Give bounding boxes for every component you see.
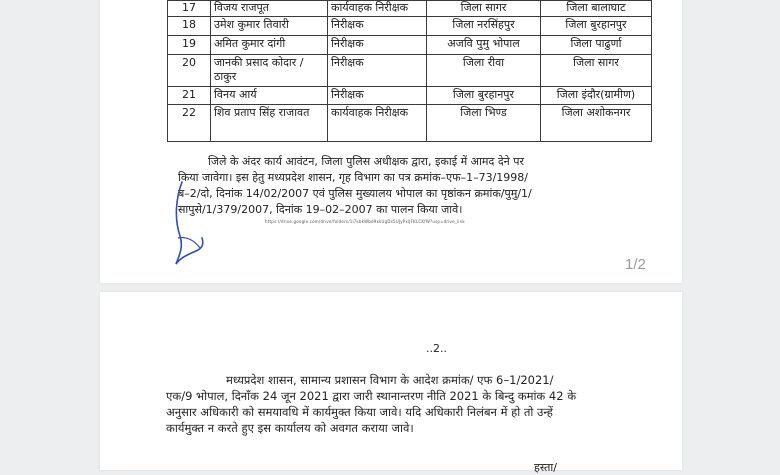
serial-number-cell: 20 (168, 55, 211, 87)
paragraph-line: कार्यमुक्त न करते हुए इस कार्यालय को अवगत कराया जावे। (166, 421, 414, 435)
paragraph-line: ब–2/दो, दिनांक 14/02/2007 एवं पुलिस मुख्यालय भोपाल का पृष्ठांकन क्रमांक/पुमु/1/ (178, 187, 532, 200)
current-posting-cell: जिला नरसिंहपुर (427, 17, 541, 36)
current-posting-cell: अजवि पुमु भोपाल (427, 36, 541, 55)
serial-number-cell: 22 (168, 105, 211, 142)
paragraph-line: जिले के अंदर कार्य आवंटन, जिला पुलिस अधीक्षक द्वारा, इकाई में आमद देने पर (208, 155, 525, 168)
designation-cell: कार्यवाहक निरीक्षक (328, 1, 427, 17)
current-posting-cell: जिला रीवा (427, 55, 541, 87)
paragraph-line: किया जावेगा। इस हेतु मध्यप्रदेश शासन, गृह विभाग का पत्र क्रमांक–एफ–1–73/1998/ (178, 171, 528, 184)
table-row (168, 1, 652, 17)
designation-cell: निरीक्षक (328, 17, 427, 36)
document-page-1 (100, 0, 682, 283)
current-posting-cell: जिला भिण्ड (427, 105, 541, 142)
serial-number-cell: 18 (168, 17, 211, 36)
order-paragraph (166, 372, 632, 436)
signature-mark (172, 178, 212, 268)
table-row (168, 36, 652, 55)
drive-link-url[interactable]: https://drive.google.com/drive/folders/1l7sbkWbd9xkUgDs5UJyPxlJFKLCKfW?usp=drive_link (265, 219, 465, 224)
designation-cell: निरीक्षक (328, 36, 427, 55)
instruction-paragraph (178, 154, 648, 218)
page-number: 1/2 (625, 256, 646, 273)
current-posting-cell: जिला बुरहानपुर (427, 87, 541, 105)
serial-number-cell: 19 (168, 36, 211, 55)
new-posting-cell: जिला इंदौर(ग्रामीण) (541, 87, 652, 105)
current-posting-cell: जिला सागर (427, 1, 541, 17)
serial-number-cell: 21 (168, 87, 211, 105)
officer-name-cell: विनय आर्य (211, 87, 328, 105)
officer-name-cell: अमित कुमार दांगी (211, 36, 328, 55)
officer-name-cell: जानकी प्रसाद कोदार / ठाकुर (211, 55, 328, 87)
paragraph-line: मध्यप्रदेश शासन, सामान्य प्रशासन विभाग के आदेश क्रमांक/ एफ 6–1/2021/ (226, 373, 554, 387)
new-posting-cell: जिला अशोकनगर (541, 105, 652, 142)
new-posting-cell: जिला पाढुर्णा (541, 36, 652, 55)
new-posting-cell: जिला सागर (541, 55, 652, 87)
designation-cell: निरीक्षक (328, 87, 427, 105)
new-posting-cell: जिला बालाघाट (541, 1, 652, 17)
designation-cell: निरीक्षक (328, 55, 427, 87)
new-posting-cell: जिला बुरहानपुर (541, 17, 652, 36)
paragraph-line: सापुसे/1/379/2007, दिनांक 19–02–2007 का पालन किया जावे। (178, 203, 463, 216)
table-row (168, 87, 652, 105)
signature-label: हस्ता/ (534, 461, 557, 474)
table-row (168, 55, 652, 87)
document-page-2 (100, 292, 682, 474)
designation-cell: कार्यवाहक निरीक्षक (328, 105, 427, 142)
officer-name-cell: विजय राजपूत (211, 1, 328, 17)
page-marker: ..2.. (426, 342, 447, 355)
table-row (168, 105, 652, 142)
table-row (168, 17, 652, 36)
transfer-table (167, 0, 652, 142)
officer-name-cell: उमेश कुमार तिवारी (211, 17, 328, 36)
officer-name-cell: शिव प्रताप सिंह राजावत (211, 105, 328, 142)
paragraph-line: अनुसार अधिकारी को समयावधि में कार्यमुक्त किया जावे। यदि अधिकारी निलंबन में हो तो उन्हें (166, 405, 553, 419)
paragraph-line: एक/9 भोपाल, दिनाँक 24 जून 2021 द्वारा जारी स्थानान्तरण नीति 2021 के बिन्दु कमांक 42 के (166, 389, 577, 403)
serial-number-cell: 17 (168, 1, 211, 17)
